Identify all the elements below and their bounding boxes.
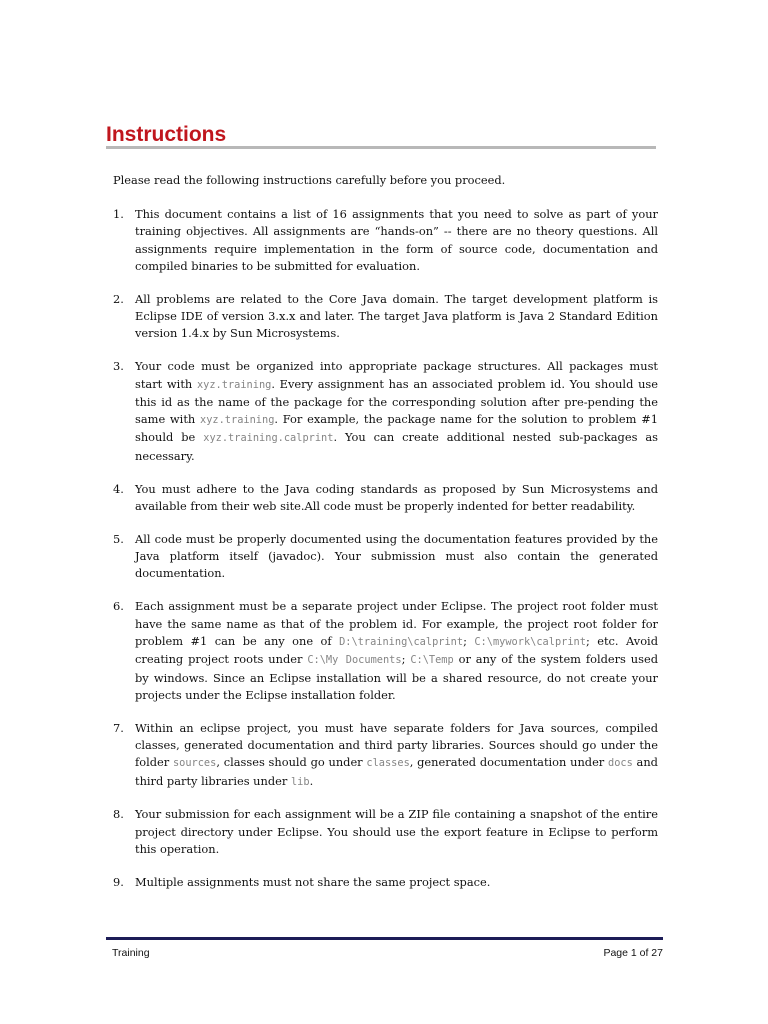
instruction-item — [113, 206, 658, 275]
instruction-text — [135, 875, 490, 889]
instructions-list — [113, 206, 658, 907]
instruction-number: 5. — [113, 531, 124, 546]
heading-divider — [106, 146, 656, 149]
instruction-item — [113, 531, 658, 583]
inline-code: lib — [290, 775, 310, 788]
instruction-number: 3. — [113, 359, 124, 374]
inline-code: C:\Temp — [410, 654, 454, 667]
footer-divider — [106, 937, 663, 940]
text-segment: Within an eclipse project, you must have separate folders for Java sources, compiled classes, generated documentation and third party libraries. Sources should go under the folder — [135, 720, 658, 770]
instruction-text — [135, 207, 658, 273]
instruction-number: 8. — [113, 807, 124, 822]
instruction-number: 9. — [113, 874, 124, 889]
text-segment: . Every assignment has an associated problem id. You should use this id as the name of the package for the corresponding solution after pre-pending the same with — [135, 376, 658, 427]
text-segment: You must adhere to the Java coding standards as proposed by Sun Microsystems and available from their web site.All code must be properly indented for better readability. — [135, 481, 658, 513]
inline-code: xyz.training — [200, 414, 275, 427]
text-segment: Your submission for each assignment will be a ZIP file containing a snapshot of the entire project directory under Eclipse. You should use the export feature in Eclipse to perform this operation. — [135, 807, 658, 857]
text-segment: . You can create additional nested sub-packages as necessary. — [135, 430, 658, 463]
text-segment: or any of the system folders used by windows. Since an Eclipse installation will be a shared resource, do not create your projects under the Eclipse installation folder. — [135, 652, 659, 702]
text-segment: and third party libraries under — [135, 755, 658, 788]
footer-page-number: Page 1 of 27 — [603, 947, 663, 959]
instruction-number: 7. — [113, 720, 124, 735]
inline-code: xyz.training — [196, 378, 272, 391]
footer-document-title: Training — [112, 947, 150, 959]
text-segment: All code must be properly documented using the documentation features provided by the Java platform itself (javadoc). Your submission must also contain the generated documentation. — [135, 531, 658, 581]
instruction-text — [135, 532, 658, 581]
instruction-item — [113, 874, 658, 891]
text-segment: Multiple assignments must not share the same project space. — [135, 874, 491, 889]
instruction-text — [135, 359, 658, 462]
text-segment: This document contains a list of 16 assignments that you need to solve as part of your training objectives. All assignments are “hands-on” -- there are no theory questions. All assignments require implementation in the form of source code, documentation and compiled binaries to be submitted for evaluation. — [135, 207, 658, 273]
text-segment: ; — [401, 652, 411, 667]
inline-code: sources — [172, 757, 217, 770]
intro-paragraph: Please read the following instructions carefully before you proceed. — [113, 173, 506, 187]
text-segment: ; — [463, 633, 475, 648]
text-segment: . For example, the package name for the solution to problem #1 should be — [135, 412, 658, 445]
inline-code: C:\My Documents — [307, 654, 402, 667]
instruction-text — [135, 292, 658, 341]
inline-code: classes — [366, 757, 410, 770]
inline-code: D:\training\calprint — [339, 635, 464, 648]
instruction-text — [135, 721, 658, 788]
instruction-item — [113, 806, 658, 858]
instruction-text — [135, 599, 658, 701]
instruction-text — [135, 482, 658, 513]
text-segment: Each assignment must be a separate project under Eclipse. The project root folder must have the same name as that of the problem id. For example, the project root folder for problem #1 can be any one of — [135, 599, 658, 648]
instruction-number: 2. — [113, 291, 124, 306]
instruction-number: 6. — [113, 599, 124, 614]
page-heading: Instructions — [106, 123, 227, 146]
instruction-number: 4. — [113, 481, 124, 496]
instruction-item — [113, 291, 658, 343]
text-segment: , classes should go under — [216, 755, 367, 770]
instruction-item — [113, 481, 658, 516]
instruction-item — [113, 720, 658, 791]
text-segment: Your code must be organized into appropriate package structures. All packages must start with — [135, 359, 658, 391]
text-segment: ; etc. Avoid creating project roots under — [135, 633, 658, 667]
inline-code: xyz.training.calprint — [203, 432, 334, 445]
inline-code: docs — [608, 757, 633, 770]
text-segment: , generated documentation under — [409, 755, 608, 770]
instruction-item — [113, 598, 658, 704]
text-segment: . — [309, 773, 314, 788]
instruction-item — [113, 358, 658, 465]
text-segment: All problems are related to the Core Java domain. The target development platform is Eclipse IDE of version 3.x.x and later. The target Java platform is Java 2 Standard Edition version 1.4.x by Sun Microsystems. — [135, 291, 658, 341]
instruction-number: 1. — [113, 207, 124, 221]
inline-code: C:\mywork\calprint — [474, 635, 586, 648]
instruction-text — [135, 807, 658, 856]
